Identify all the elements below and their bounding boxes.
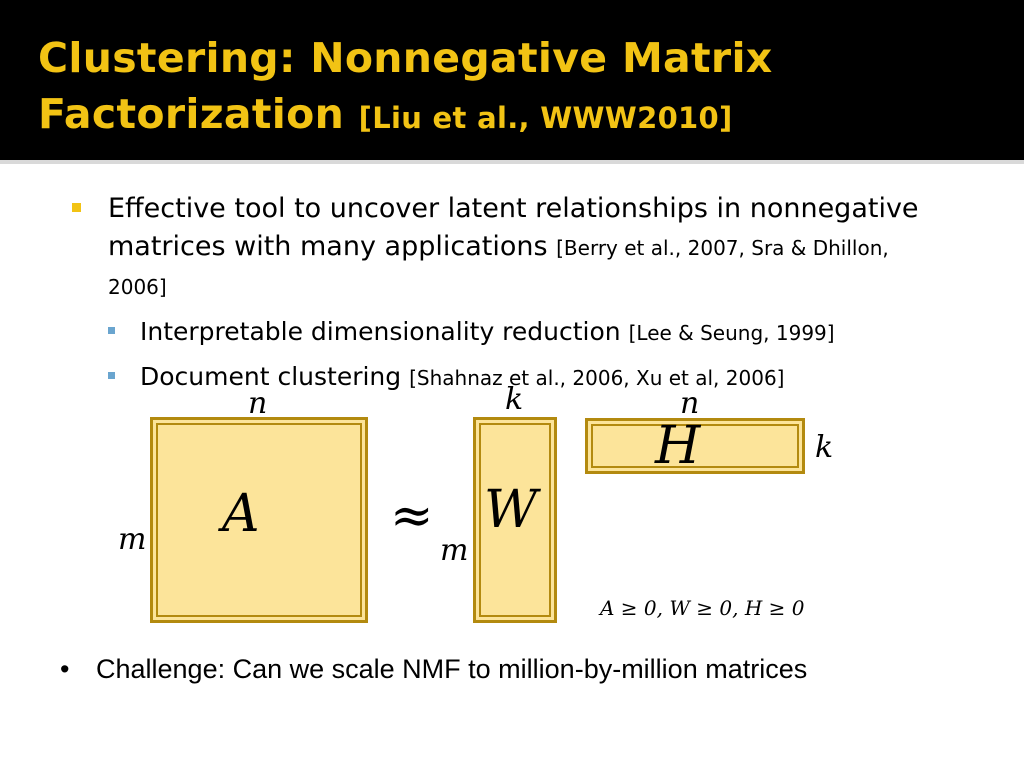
square-bullet-icon <box>108 327 115 334</box>
challenge-text: Challenge: Can we scale NMF to million-by-million matrices <box>96 654 808 684</box>
matrix-w-cols-label: k <box>505 382 524 417</box>
bullet-list <box>72 190 952 398</box>
square-bullet-icon <box>72 203 81 212</box>
bullet-sub-2-text: Document clustering <box>140 362 402 391</box>
matrix-h-cols-label: n <box>680 386 700 421</box>
bullet-sub-1-citation: [Lee & Seung, 1999] <box>628 321 835 345</box>
title-divider <box>0 160 1024 164</box>
matrix-a-rows-label: m <box>118 522 147 557</box>
bullet-sub-2-citation: [Shahnaz et al., 2006, Xu et al, 2006] <box>409 366 785 390</box>
square-bullet-icon <box>108 372 115 379</box>
title-line-1: Clustering: Nonnegative Matrix <box>38 34 773 82</box>
bullet-main-citation: [Berry et al., 2007, Sra & Dhillon, 2006] <box>108 236 889 299</box>
title-citation: [Liu et al., WWW2010] <box>358 101 733 135</box>
bullet-main <box>72 190 952 306</box>
bullet-sub-2 <box>108 357 952 398</box>
matrix-h-label: H <box>655 416 701 476</box>
nonnegativity-constraint: A ≥ 0, W ≥ 0, H ≥ 0 <box>600 596 805 620</box>
matrix-h-rows-label: k <box>815 430 834 465</box>
matrix-a-label: A <box>222 484 260 544</box>
bullet-sub-1-text: Interpretable dimensionality reduction <box>140 317 621 346</box>
challenge-bullet <box>60 654 807 685</box>
matrix-w-rows-label: m <box>440 533 469 568</box>
round-bullet-icon: • <box>60 654 70 684</box>
matrix-a-cols-label: n <box>248 386 268 421</box>
bullet-main-text: Effective tool to uncover latent relationships in nonnegative matrices with many applications <box>108 193 919 262</box>
title-line-2 <box>38 86 998 146</box>
matrix-w-label: W <box>484 480 538 540</box>
bullet-sub-1 <box>108 312 952 353</box>
approx-symbol: ≈ <box>390 486 434 546</box>
slide-title <box>38 30 998 146</box>
title-word: Factorization <box>38 90 345 138</box>
